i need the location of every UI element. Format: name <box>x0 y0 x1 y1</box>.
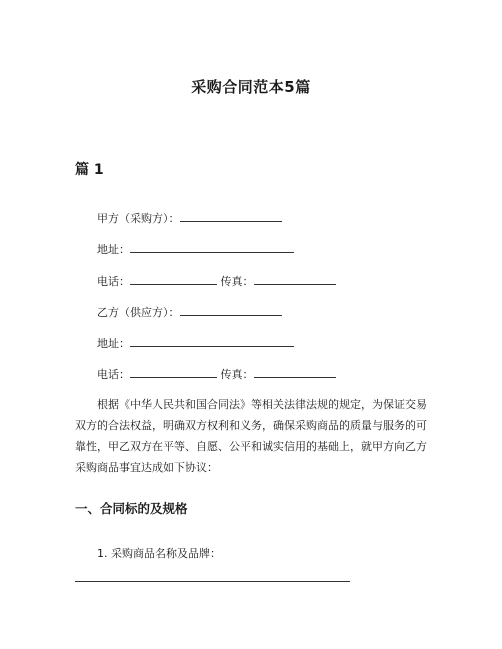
party-a-line <box>97 210 282 226</box>
intro-paragraph: 根据《中华人民共和国合同法》等相关法律法规的规定，为保证交易双方的合法权益，明确双方权利和义务，确保采购商品的质量与服务的可靠性，甲乙双方在平等、自愿、公平和诚实信用的基础上，就甲方向乙方采购商品事宜达成如下协议： <box>75 398 427 474</box>
party-b-contact-line <box>97 366 336 382</box>
party-a-contact-line <box>97 273 336 289</box>
party-a-address-label: 地址： <box>97 243 130 256</box>
party-b-blank <box>180 304 282 316</box>
clause-heading: 一、合同标的及规格 <box>75 501 188 516</box>
party-a-fax-blank <box>254 273 336 285</box>
party-b-address-blank <box>130 335 294 347</box>
item-1-blank-line <box>75 581 350 582</box>
party-b-line <box>97 304 282 320</box>
party-b-fax-label: 传真： <box>220 368 254 381</box>
party-b-address-label: 地址： <box>97 337 130 350</box>
party-a-blank <box>180 210 282 222</box>
item-1-label: 1. 采购商品名称及品牌： <box>97 547 221 560</box>
party-b-address-line <box>97 335 294 351</box>
party-b-fax-blank <box>254 366 336 378</box>
party-b-phone-blank <box>130 366 217 378</box>
party-a-phone-label: 电话： <box>97 275 130 288</box>
document-title: 采购合同范本5篇 <box>191 78 311 96</box>
section-heading: 篇 1 <box>75 162 104 178</box>
party-b-label: 乙方（供应方）： <box>97 306 180 319</box>
party-a-address-line <box>97 241 294 257</box>
party-a-phone-blank <box>130 273 217 285</box>
party-a-fax-label: 传真： <box>220 275 254 288</box>
party-a-address-blank <box>130 241 294 253</box>
party-a-label: 甲方（采购方）： <box>97 212 180 225</box>
party-b-phone-label: 电话： <box>97 368 130 381</box>
